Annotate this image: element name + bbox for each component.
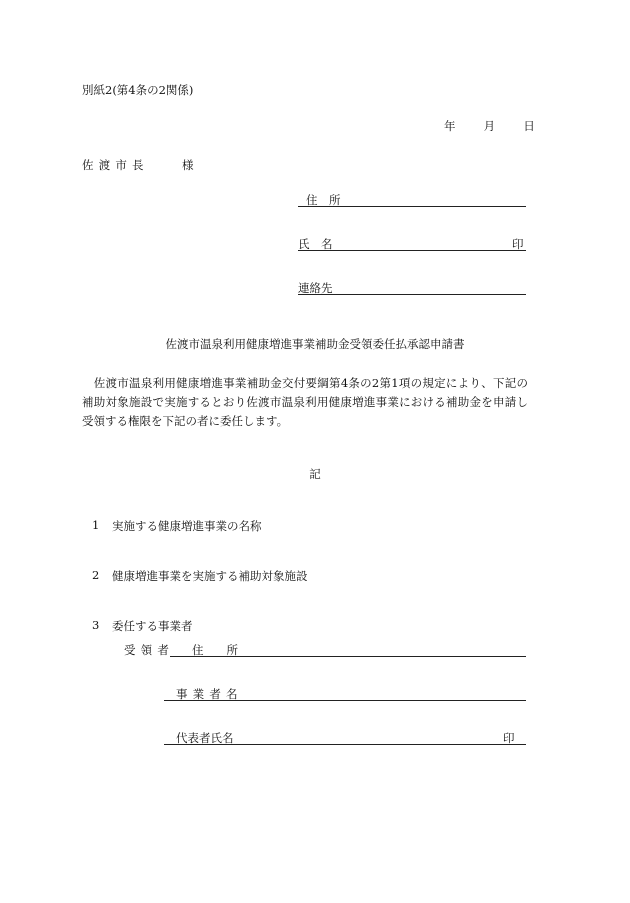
applicant-contact-label: 連絡先 [298,281,333,295]
date-year-label: 年 [444,119,456,133]
honorific: 様 [182,158,194,172]
item-3-text: 委任する事業者 [112,619,193,633]
body-paragraph: 佐渡市温泉利用健康増進事業補助金交付要綱第4条の2第1項の規定により、下記の補助対象施設で実施するとおり佐渡市温泉利用健康増進事業における補助金を申請し受領する権限を下記の者に委任します。 [82,376,528,428]
document-title: 佐渡市温泉利用健康増進事業補助金受領委任払承認申請書 [165,337,465,351]
ki-heading: 記 [309,467,321,481]
item-1-text: 実施する健康増進事業の名称 [112,519,262,533]
applicant-seal-mark: 印 [512,237,524,251]
representative-name-underline [164,744,526,745]
applicant-contact-underline [298,294,526,295]
representative-name-label: 代表者氏名 [176,731,234,745]
item-2-text: 健康増進事業を実施する補助対象施設 [112,569,308,583]
business-name-underline [164,700,526,701]
applicant-name-label: 氏 名 [298,237,333,251]
date-day-label: 日 [523,119,535,133]
item-3-number: 3 [92,618,100,632]
delegate-address-underline [170,656,526,657]
recipient-label: 受領者 [124,643,175,657]
item-2-number: 2 [92,568,100,582]
applicant-address-label: 住 所 [306,193,341,207]
applicant-name-underline [298,250,526,251]
delegate-address-label: 住 所 [192,643,238,657]
business-name-label: 事業者名 [176,687,243,701]
addressee: 佐渡市長 [82,158,149,172]
date-month-label: 月 [483,119,496,133]
applicant-address-underline [298,206,526,207]
item-1-number: 1 [92,518,100,532]
delegate-seal-mark: 印 [503,731,515,745]
date-field [444,118,535,134]
attachment-label: 別紙2(第4条の2関係) [82,83,194,97]
